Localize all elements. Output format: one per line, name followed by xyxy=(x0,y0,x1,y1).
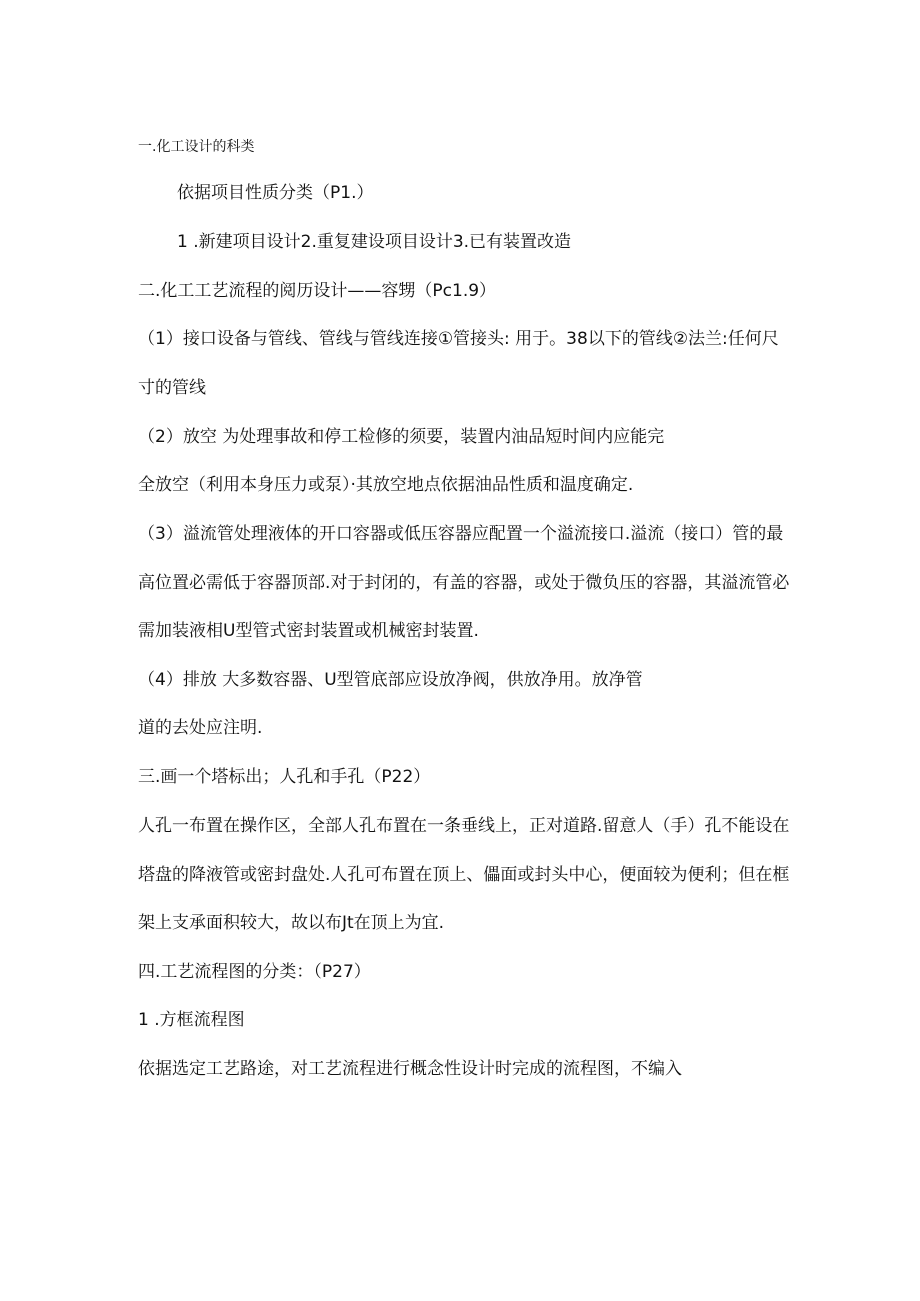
text-line: （1）接口设备与管线、管线与管线连接①管接头: 用于。38以下的管线②法兰:任何尺 xyxy=(138,329,779,349)
text-line: （3）溢流管处理液体的开口容器或低压容器应配置一个溢流接口.溢流（接口）管的最 xyxy=(138,524,784,544)
text-line: 需加装液相U型管式密封装置或机械密封装置. xyxy=(138,621,479,641)
text-line: （2）放空 为处理事故和停工检修的须要，装置内油品短时间内应能完 xyxy=(138,427,665,447)
text-line: 1 .方框流程图 xyxy=(138,1010,245,1030)
text-line: 寸的管线 xyxy=(138,378,206,398)
text-line: 依据项目性质分类（P1.） xyxy=(177,183,374,203)
text-line: 道的去处应注明. xyxy=(138,718,263,738)
text-line: 架上支承面积较大，故以布Jt在顶上为宜. xyxy=(138,913,445,933)
text-line: （4）排放 大多数容器、U型管底部应设放净阀，供放净用。放净管 xyxy=(138,670,643,690)
section-heading-2: 二.化工工艺流程的阅历设计——容甥（Pc1.9） xyxy=(138,281,497,301)
section-heading-3: 三.画一个塔标出；人孔和手孔（P22） xyxy=(138,767,431,787)
text-line: 高位置必需低于容器顶部.对于封闭的，有盖的容器，或处于微负压的容器，其溢流管必 xyxy=(138,573,790,593)
section-heading-1: 一.化工设计的科类 xyxy=(138,139,255,155)
text-line: 依据选定工艺路途，对工艺流程进行概念性设计时完成的流程图，不编入 xyxy=(138,1059,682,1079)
text-line: 1 .新建项目设计2.重复建设项目设计3.已有装置改造 xyxy=(177,232,572,252)
text-line: 人孔一布置在操作区，全部人孔布置在一条垂线上，正对道路.留意人（手）孔不能设在 xyxy=(138,816,790,836)
section-heading-4: 四.工艺流程图的分类：（P27） xyxy=(138,962,371,982)
text-line: 塔盘的降液管或密封盘处.人孔可布置在顶上、儡面或封头中心，便面较为便利；但在框 xyxy=(138,865,790,885)
text-line: 全放空（利用本身压力或泵）·其放空地点依据油品性质和温度确定. xyxy=(138,475,634,495)
